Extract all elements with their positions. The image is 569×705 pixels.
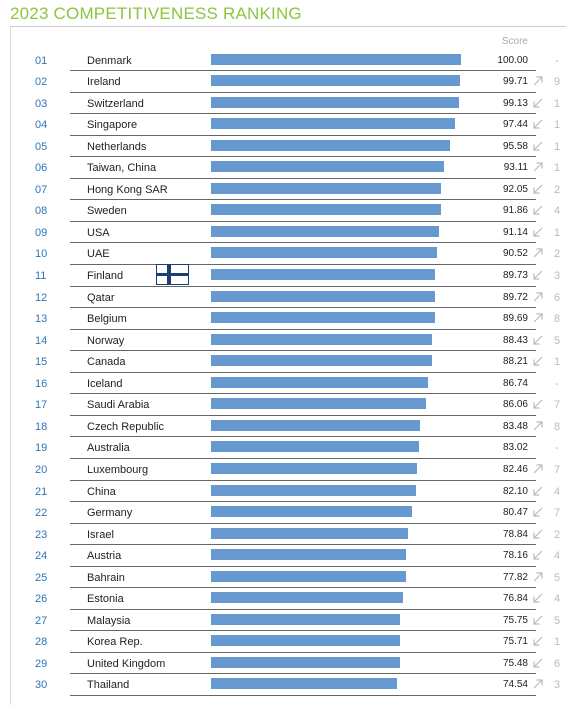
score-value: 86.74 xyxy=(502,377,528,389)
rank-change: 5 xyxy=(553,571,561,584)
rank-change: 1 xyxy=(553,97,561,110)
score-value: 76.84 xyxy=(502,593,528,605)
ranking-row xyxy=(0,200,569,222)
rank-number: 11 xyxy=(35,270,47,282)
ranking-row xyxy=(0,502,569,524)
rank-change: 1 xyxy=(553,356,561,369)
arrow-up-right-icon xyxy=(532,420,544,432)
arrow-down-left-icon xyxy=(532,614,544,626)
country-label: Iceland xyxy=(87,377,123,390)
country-label: Australia xyxy=(87,442,130,455)
rank-change: 1 xyxy=(553,226,561,239)
score-value: 88.43 xyxy=(502,334,528,346)
rank-number: 15 xyxy=(35,356,48,369)
score-value: 82.46 xyxy=(502,463,528,475)
country-label: Sweden xyxy=(87,205,127,218)
rank-change: 8 xyxy=(553,420,561,433)
country-label: China xyxy=(87,485,116,498)
rank-change: - xyxy=(555,377,559,390)
arrow-down-left-icon xyxy=(532,204,544,216)
score-bar xyxy=(211,247,437,258)
score-bar xyxy=(211,54,461,65)
rank-number: 01 xyxy=(35,54,48,67)
arrow-up-right-icon xyxy=(532,571,544,583)
country-label: Estonia xyxy=(87,593,124,606)
rank-change: 3 xyxy=(553,270,561,282)
rank-number: 05 xyxy=(35,140,48,153)
score-value: 97.44 xyxy=(502,119,528,131)
rank-number: 30 xyxy=(35,679,48,692)
score-value: 99.13 xyxy=(502,97,528,109)
ranking-row xyxy=(0,416,569,438)
score-bar xyxy=(211,528,408,539)
finland-flag-icon xyxy=(156,264,189,285)
rank-change: 1 xyxy=(553,119,561,132)
rank-number: 09 xyxy=(35,226,48,239)
rank-change: - xyxy=(555,442,559,455)
arrow-down-left-icon xyxy=(532,183,544,195)
country-label: USA xyxy=(87,226,110,239)
score-value: 100.00 xyxy=(497,54,528,66)
score-value: 75.71 xyxy=(502,636,528,648)
score-value: 75.48 xyxy=(502,657,528,669)
rank-change: 1 xyxy=(553,140,561,153)
rank-change: 1 xyxy=(553,162,561,175)
ranking-row xyxy=(0,308,569,330)
score-column-header: Score xyxy=(501,36,528,47)
rank-change: 2 xyxy=(553,248,561,261)
ranking-row xyxy=(0,287,569,309)
country-label: Korea Rep. xyxy=(87,636,143,649)
arrow-up-right-icon xyxy=(532,463,544,475)
country-label: Netherlands xyxy=(87,140,147,153)
ranking-row xyxy=(0,179,569,201)
score-value: 80.47 xyxy=(502,507,528,519)
ranking-row xyxy=(0,93,569,115)
arrow-down-left-icon xyxy=(532,334,544,346)
country-label: Finland xyxy=(87,270,124,282)
ranking-row xyxy=(0,459,569,481)
score-bar xyxy=(211,398,426,409)
arrow-up-right-icon xyxy=(532,291,544,303)
rank-change: 7 xyxy=(553,463,561,476)
arrow-down-left-icon xyxy=(532,485,544,497)
rank-number: 02 xyxy=(35,76,48,89)
score-bar xyxy=(211,140,450,151)
score-bar xyxy=(211,377,428,388)
rank-change: 7 xyxy=(553,399,561,412)
ranking-row xyxy=(0,481,569,503)
rank-change: 8 xyxy=(553,313,561,326)
ranking-row xyxy=(0,524,569,546)
country-label: Switzerland xyxy=(87,97,144,110)
score-bar xyxy=(211,614,400,625)
arrow-down-left-icon xyxy=(532,635,544,647)
score-value: 95.58 xyxy=(502,140,528,152)
arrow-down-left-icon xyxy=(532,118,544,130)
country-label: Norway xyxy=(87,334,125,347)
arrow-up-right-icon xyxy=(532,678,544,690)
score-value: 74.54 xyxy=(502,679,528,691)
ranking-row xyxy=(0,243,569,265)
score-value: 91.14 xyxy=(502,226,528,238)
rank-change: 5 xyxy=(553,614,561,627)
score-value: 93.11 xyxy=(503,162,528,174)
arrow-up-right-icon xyxy=(532,247,544,259)
score-value: 89.72 xyxy=(502,291,528,303)
rank-change: 4 xyxy=(553,550,561,563)
ranking-row xyxy=(0,222,569,244)
rank-change: 4 xyxy=(553,485,561,498)
country-label: Belgium xyxy=(87,313,127,326)
rank-change: 4 xyxy=(553,205,561,218)
rank-change: 4 xyxy=(553,593,561,606)
score-value: 83.48 xyxy=(502,420,528,432)
rank-number: 07 xyxy=(35,183,48,196)
score-bar xyxy=(211,204,441,215)
score-bar xyxy=(211,441,419,452)
ranking-row xyxy=(0,610,569,632)
rank-number: 26 xyxy=(35,593,48,606)
score-value: 92.05 xyxy=(502,183,528,195)
country-label: Hong Kong SAR xyxy=(87,183,168,196)
arrow-down-left-icon xyxy=(532,269,544,281)
ranking-row xyxy=(0,351,569,373)
rank-number: 20 xyxy=(35,463,48,476)
rank-change: 6 xyxy=(553,291,561,304)
rank-number: 06 xyxy=(35,162,48,175)
score-value: 78.84 xyxy=(502,528,528,540)
rank-number: 25 xyxy=(35,571,48,584)
ranking-row xyxy=(0,136,569,158)
arrow-down-left-icon xyxy=(532,355,544,367)
ranking-row xyxy=(0,330,569,352)
score-bar xyxy=(211,269,435,280)
score-value: 82.10 xyxy=(502,485,528,497)
arrow-down-left-icon xyxy=(532,528,544,540)
rank-number: 23 xyxy=(35,528,48,541)
rank-number: 16 xyxy=(35,377,48,390)
ranking-row xyxy=(0,265,569,287)
ranking-row xyxy=(0,567,569,589)
rank-number: 03 xyxy=(35,97,48,110)
rank-number: 14 xyxy=(35,334,48,347)
rank-number: 13 xyxy=(35,313,48,326)
arrow-up-right-icon xyxy=(532,161,544,173)
country-label: Taiwan, China xyxy=(87,162,157,175)
score-bar xyxy=(211,549,406,560)
ranking-row xyxy=(0,588,569,610)
score-bar xyxy=(211,485,416,496)
arrow-down-left-icon xyxy=(532,549,544,561)
rank-number: 28 xyxy=(35,636,48,649)
country-label: UAE xyxy=(87,248,110,261)
score-bar xyxy=(211,334,432,345)
country-label: Qatar xyxy=(87,291,115,304)
arrow-down-left-icon xyxy=(532,657,544,669)
country-label: Israel xyxy=(87,528,114,541)
country-label: Canada xyxy=(87,356,126,369)
ranking-row xyxy=(0,114,569,136)
ranking-row xyxy=(0,674,569,696)
ranking-row xyxy=(0,157,569,179)
arrow-down-left-icon xyxy=(532,226,544,238)
arrow-up-right-icon xyxy=(532,75,544,87)
score-bar xyxy=(211,678,397,689)
country-label: Thailand xyxy=(87,679,130,692)
score-value: 99.71 xyxy=(502,76,528,88)
rank-number: 22 xyxy=(35,507,48,520)
score-bar xyxy=(211,75,460,86)
score-bar xyxy=(211,183,441,194)
score-bar xyxy=(211,506,412,517)
country-label: United Kingdom xyxy=(87,657,166,670)
chart-title: 2023 COMPETITIVENESS RANKING xyxy=(10,4,302,23)
ranking-row xyxy=(0,71,569,93)
rank-number: 29 xyxy=(35,657,48,670)
score-value: 90.52 xyxy=(502,248,528,260)
score-value: 78.16 xyxy=(502,550,528,562)
arrow-down-left-icon xyxy=(532,592,544,604)
score-bar xyxy=(211,592,403,603)
rank-number: 19 xyxy=(35,442,48,455)
score-bar xyxy=(211,312,435,323)
rank-number: 10 xyxy=(35,248,48,261)
rank-number: 24 xyxy=(35,550,48,563)
ranking-row xyxy=(0,653,569,675)
score-bar xyxy=(211,355,432,366)
score-bar xyxy=(211,463,417,474)
score-bar xyxy=(211,635,400,646)
country-label: Germany xyxy=(87,507,133,520)
country-label: Malaysia xyxy=(87,614,131,627)
score-value: 77.82 xyxy=(502,571,528,583)
ranking-row xyxy=(0,631,569,653)
arrow-down-left-icon xyxy=(532,506,544,518)
score-value: 83.02 xyxy=(502,442,528,454)
rank-change: 1 xyxy=(553,636,561,649)
ranking-row xyxy=(0,437,569,459)
ranking-row xyxy=(0,545,569,567)
ranking-row xyxy=(0,373,569,395)
score-value: 91.86 xyxy=(502,205,528,217)
arrow-up-right-icon xyxy=(532,312,544,324)
rank-change: 6 xyxy=(553,657,561,670)
rank-change: 2 xyxy=(553,528,561,541)
rank-number: 27 xyxy=(35,614,48,627)
ranking-row xyxy=(0,394,569,416)
rank-number: 17 xyxy=(35,399,48,412)
rank-change: 3 xyxy=(553,679,561,692)
country-label: Bahrain xyxy=(87,571,125,584)
rank-change: - xyxy=(555,54,559,67)
rank-change: 7 xyxy=(553,507,561,520)
country-label: Austria xyxy=(87,550,122,563)
score-bar xyxy=(211,161,444,172)
score-value: 88.21 xyxy=(502,356,528,368)
score-bar xyxy=(211,97,459,108)
score-bar xyxy=(211,226,439,237)
country-label: Saudi Arabia xyxy=(87,399,150,412)
rank-number: 08 xyxy=(35,205,48,218)
ranking-row xyxy=(0,50,569,72)
arrow-down-left-icon xyxy=(532,140,544,152)
score-value: 89.69 xyxy=(502,313,528,325)
rank-number: 04 xyxy=(35,119,48,132)
rank-number: 21 xyxy=(35,485,48,498)
score-bar xyxy=(211,657,400,668)
row-divider xyxy=(70,695,536,696)
rank-change: 9 xyxy=(553,76,561,89)
country-label: Luxembourg xyxy=(87,463,149,476)
rank-change: 2 xyxy=(553,183,561,196)
arrow-down-left-icon xyxy=(532,398,544,410)
country-label: Singapore xyxy=(87,119,138,132)
score-value: 86.06 xyxy=(502,399,528,411)
country-label: Ireland xyxy=(87,76,121,89)
score-bar xyxy=(211,118,455,129)
country-label: Czech Republic xyxy=(87,420,165,433)
arrow-down-left-icon xyxy=(532,97,544,109)
rank-number: 12 xyxy=(35,291,48,304)
score-bar xyxy=(211,291,435,302)
rank-number: 18 xyxy=(35,420,48,433)
score-value: 75.75 xyxy=(502,614,528,626)
country-label: Denmark xyxy=(87,54,132,67)
rank-change: 5 xyxy=(553,334,561,347)
score-bar xyxy=(211,571,406,582)
score-value: 89.73 xyxy=(502,270,528,281)
score-bar xyxy=(211,420,420,431)
